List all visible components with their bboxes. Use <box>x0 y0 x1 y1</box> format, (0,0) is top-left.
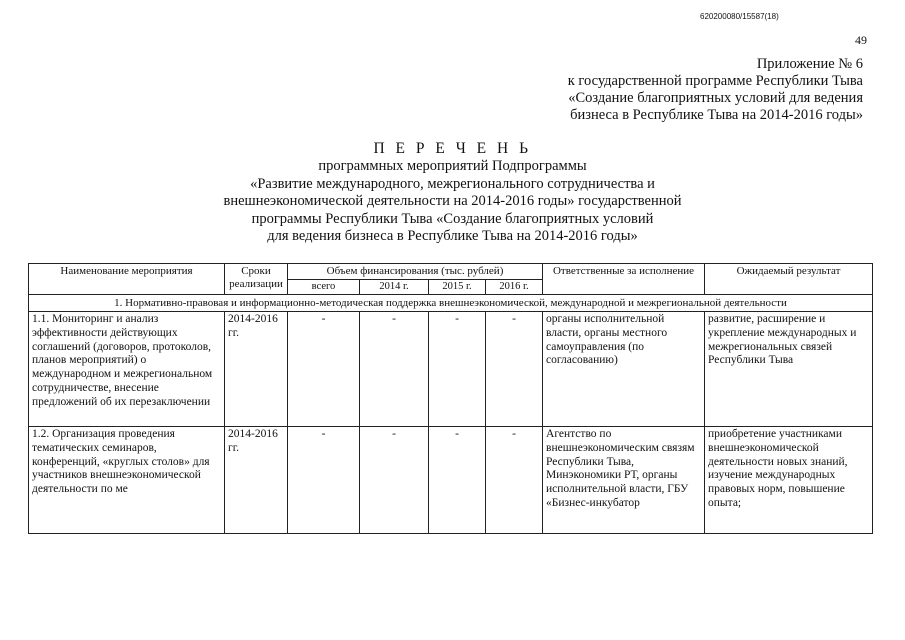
header-result: Ожидаемый результат <box>705 264 873 295</box>
heading-line: программы Республики Тыва «Создание благоприятных условий <box>251 210 654 227</box>
document-heading <box>0 140 905 246</box>
header-2014: 2014 г. <box>360 280 429 295</box>
cell-result: приобретение участниками внешнеэкономической деятельности новых знаний, изучение международных правовых норм, повышение опыта; <box>705 427 873 534</box>
header-funding: Объем финансирования (тыс. рублей) <box>288 264 543 280</box>
heading-line: внешнеэкономической деятельности на 2014-2016 годы» государственной <box>223 193 682 210</box>
header-total: всего <box>288 280 360 295</box>
document-title: П Е Р Е Ч Е Н Ь <box>373 140 532 157</box>
cell-total: - <box>288 427 360 534</box>
heading-line: программных мероприятий Подпрограммы <box>318 158 587 174</box>
cell-responsible: органы исполнительной власти, органы местного самоуправления (по согласованию) <box>543 312 705 427</box>
header-2016: 2016 г. <box>486 280 543 295</box>
header-responsible: Ответственные за исполнение <box>543 264 705 295</box>
header-terms: Сроки реализации <box>225 264 288 295</box>
heading-line: для ведения бизнеса в Республике Тыва на 2014-2016 годы» <box>267 228 638 245</box>
cell-terms: 2014-2016 гг. <box>225 312 288 427</box>
header-name: Наименование мероприятия <box>29 264 225 295</box>
page-number: 49 <box>855 33 867 47</box>
cell-2014: - <box>360 312 429 427</box>
header-2015: 2015 г. <box>429 280 486 295</box>
table-row <box>29 312 873 427</box>
appendix-line: к государственной программе Республики Тыва <box>567 73 863 89</box>
appendix-line: «Создание благоприятных условий для ведения <box>568 90 863 106</box>
cell-2016: - <box>486 427 543 534</box>
cell-terms: 2014-2016 гг. <box>225 427 288 534</box>
document-id: 620200080/15587(18) <box>700 12 779 21</box>
table-row <box>29 427 873 534</box>
appendix-line: бизнеса в Республике Тыва на 2014-2016 годы» <box>570 107 863 123</box>
section-row <box>29 295 873 312</box>
appendix-line: Приложение № 6 <box>756 56 863 72</box>
section-title: 1. Нормативно-правовая и информационно-методическая поддержка внешнеэкономической, международной и межрегиональной деятельности <box>29 295 873 312</box>
cell-total: - <box>288 312 360 427</box>
cell-2016: - <box>486 312 543 427</box>
appendix-block <box>568 56 863 124</box>
cell-result: развитие, расширение и укрепление международных и межрегиональных связей Республики Тыва <box>705 312 873 427</box>
cell-name: 1.1. Мониторинг и анализ эффективности действующих соглашений (договоров, протоколов, планов мероприятий) о международном и межрегиональном сотрудничестве, внесение предложений об их перезаключении <box>29 312 225 427</box>
cell-responsible: Агентство по внешнеэкономическим связям Республики Тыва, Минэкономики РТ, органы исполнительной власти, ГБУ «Бизнес-инкубатор <box>543 427 705 534</box>
cell-2014: - <box>360 427 429 534</box>
heading-line: «Развитие международного, межрегионального сотрудничества и <box>250 175 655 192</box>
measures-table <box>28 263 873 534</box>
cell-name: 1.2. Организация проведения тематических семинаров, конференций, «круглых столов» для участников внешнеэкономической деятельности по ме <box>29 427 225 534</box>
header-row <box>29 264 873 280</box>
cell-2015: - <box>429 427 486 534</box>
cell-2015: - <box>429 312 486 427</box>
